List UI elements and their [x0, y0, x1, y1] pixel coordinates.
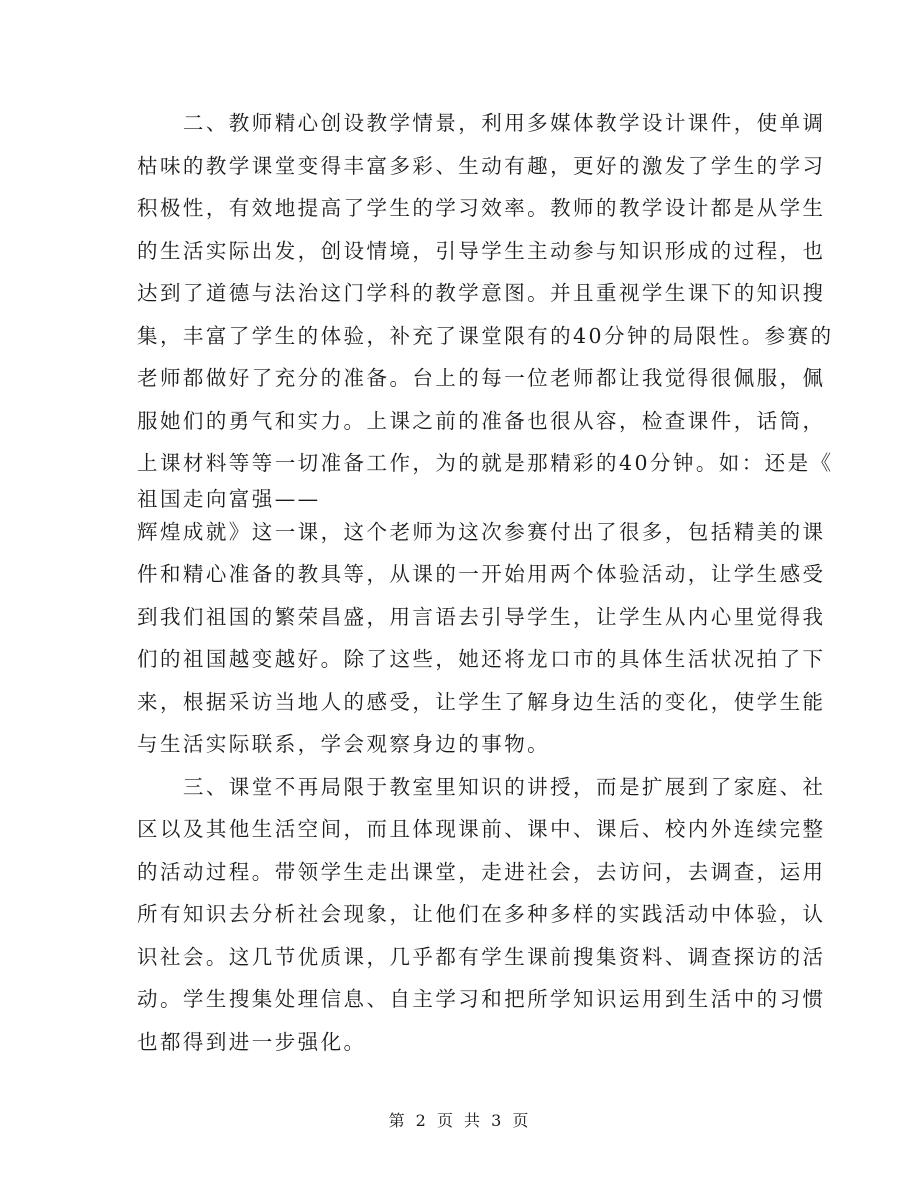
- text-line: 服她们的勇气和实力。上课之前的准备也很从容，检查课件，话筒，: [137, 409, 826, 433]
- text-line: 三、课堂不再局限于教室里知识的讲授，而是扩展到了家庭、社: [137, 775, 826, 799]
- text-line: 二、教师精心创设教学情景，利用多媒体教学设计课件，使单调: [137, 111, 826, 135]
- text-line: 与生活实际联系，学会观察身边的事物。: [137, 732, 551, 756]
- text-line: 动。学生搜集处理信息、自主学习和把所学知识运用到生活中的习惯: [137, 987, 826, 1011]
- text-line: 辉煌成就》这一课，这个老师为这次参赛付出了很多，包括精美的课: [137, 520, 826, 544]
- page-number-footer: 第 2 页 共 3 页: [388, 1111, 532, 1130]
- text-line: 积极性，有效地提高了学生的学习效率。教师的教学设计都是从学生: [137, 196, 826, 220]
- text-line: 达到了道德与法治这门学科的教学意图。并且重视学生课下的知识搜: [137, 281, 826, 305]
- text-line: 们的祖国越变越好。除了这些，她还将龙口市的具体生活状况拍了下: [137, 647, 826, 671]
- text-line: 祖国走向富强——: [137, 487, 321, 511]
- text-line: 的活动过程。带领学生走出课堂，走进社会，去访问，去调查，运用: [137, 860, 826, 884]
- text-line: 枯味的教学课堂变得丰富多彩、生动有趣，更好的激发了学生的学习: [137, 154, 826, 178]
- text-line: 也都得到进一步强化。: [137, 1030, 367, 1054]
- text-line: 识社会。这几节优质课，几乎都有学生课前搜集资料、调查探访的活: [137, 945, 826, 969]
- text-line: 到我们祖国的繁荣昌盛，用言语去引导学生，让学生从内心里觉得我: [137, 605, 826, 629]
- text-line: 来，根据采访当地人的感受，让学生了解身边生活的变化，使学生能: [137, 690, 826, 714]
- text-line: 的生活实际出发，创设情境，引导学生主动参与知识形成的过程，也: [137, 239, 826, 263]
- text-line: 集，丰富了学生的体验，补充了课堂限有的40分钟的局限性。参赛的: [137, 324, 834, 348]
- text-line: 区以及其他生活空间，而且体现课前、课中、课后、校内外连续完整: [137, 817, 826, 841]
- text-line: 上课材料等等一切准备工作，为的就是那精彩的40分钟。如：还是《: [137, 451, 834, 475]
- text-line: 件和精心准备的教具等，从课的一开始用两个体验活动，让学生感受: [137, 562, 826, 586]
- text-line: 老师都做好了充分的准备。台上的每一位老师都让我觉得很佩服，佩: [137, 366, 826, 390]
- text-line: 所有知识去分析社会现象，让他们在多种多样的实践活动中体验，认: [137, 902, 826, 926]
